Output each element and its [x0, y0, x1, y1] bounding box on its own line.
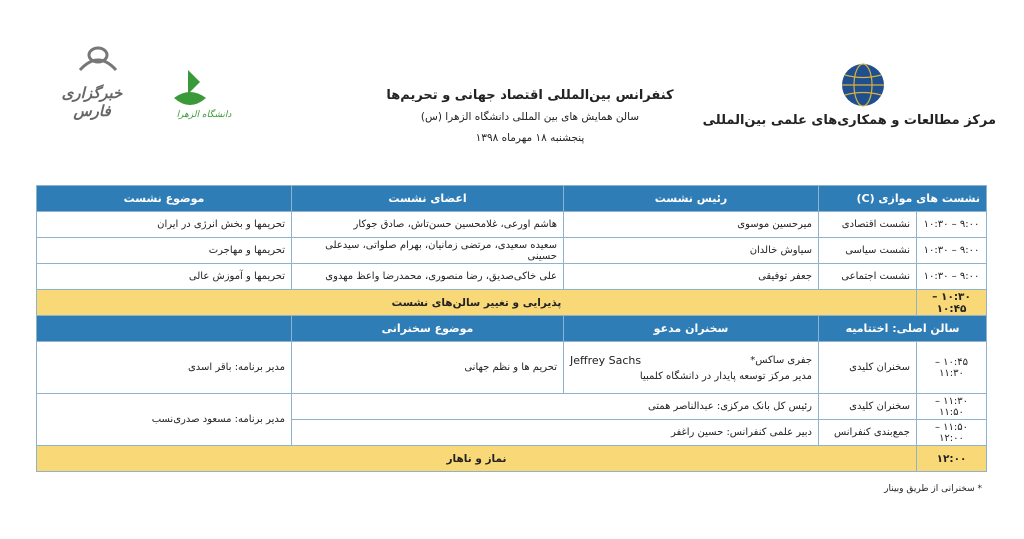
fars-news-logo-text: خبرگزاری فارس: [61, 84, 123, 120]
speaker-en: Jeffrey Sachs: [570, 353, 642, 367]
table-row: [37, 264, 987, 290]
members-cell: علی خاکی‌صدیق، رضا منصوری، محمدرضا واعظ مهدوی: [292, 264, 564, 290]
time-cell: ۱۱:۵۰ – ۱۲:۰۰: [917, 420, 987, 446]
role-cell: جمع‌بندی کنفرانس: [819, 420, 917, 446]
parallel-sessions-heading: نشست های موازی (C): [819, 186, 987, 212]
session-cell: نشست سیاسی: [819, 238, 917, 264]
table-row: [37, 394, 987, 420]
role-cell: سخنران کلیدی: [819, 342, 917, 394]
footnote: * سخنرانی از طریق وبینار: [884, 484, 982, 494]
speaker-cell: دبیر علمی کنفرانس: حسین راغفر: [292, 420, 819, 446]
lunch-label-cell: نماز و ناهار: [37, 446, 917, 472]
conference-date: پنجشنبه ۱۸ مهرماه ۱۳۹۸: [475, 132, 585, 144]
parallel-header-row: [37, 186, 987, 212]
topic-cell: تحریمها و بخش انرژی در ایران: [37, 212, 292, 238]
time-cell: ۹:۰۰ – ۱۰:۳۰: [917, 212, 987, 238]
lunch-time-cell: ۱۲:۰۰: [917, 446, 987, 472]
break-time-cell: ۱۰:۳۰ – ۱۰:۴۵: [917, 290, 987, 316]
members-cell: هاشم اورعی، غلامحسین حسن‌تاش، صادق جوکار: [292, 212, 564, 238]
speaker-description: مدیر مرکز توسعه پایدار در دانشگاه کلمبیا: [639, 370, 812, 382]
session-cell: نشست اقتصادی: [819, 212, 917, 238]
alzahra-logo-text: دانشگاه الزهرا: [176, 110, 232, 120]
topic-cell: تحریمها و مهاجرت: [37, 238, 292, 264]
chair-cell: جعفر توفیقی: [564, 264, 819, 290]
lunch-row: [37, 446, 987, 472]
conference-venue: سالن همایش های بین المللی دانشگاه الزهرا (س): [420, 111, 640, 123]
empty-heading: [37, 316, 292, 342]
program-manager-cell: مدیر برنامه: باقر اسدی: [37, 342, 292, 394]
break-row: [37, 290, 987, 316]
chair-cell: میرحسین موسوی: [564, 212, 819, 238]
topic-heading: موضوع نشست: [37, 186, 292, 212]
speaker-cell: رئیس کل بانک مرکزی: عبدالناصر همتی: [292, 394, 819, 420]
chair-heading: رئیس نشست: [564, 186, 819, 212]
role-cell: سخنران کلیدی: [819, 394, 917, 420]
main-hall-heading: سالن اصلی: اختتامیه: [819, 316, 987, 342]
program-manager-cell: مدیر برنامه: مسعود صدری‌نسب: [37, 394, 292, 446]
organization-name: مرکز مطالعات و همکاری‌های علمی بین‌المللی: [702, 113, 996, 128]
session-cell: نشست اجتماعی: [819, 264, 917, 290]
speech-topic-heading: موضوع سخنرانی: [292, 316, 564, 342]
time-cell: ۹:۰۰ – ۱۰:۳۰: [917, 264, 987, 290]
topic-cell: تحریمها و آموزش عالی: [37, 264, 292, 290]
time-cell: ۱۰:۴۵ – ۱۱:۳۰: [917, 342, 987, 394]
time-cell: ۹:۰۰ – ۱۰:۳۰: [917, 238, 987, 264]
schedule-table: [36, 185, 987, 472]
break-label-cell: پذیرایی و تغییر سالن‌های نشست: [37, 290, 917, 316]
table-row: [37, 238, 987, 264]
speech-topic-cell: تحریم ها و نظم جهانی: [292, 342, 564, 394]
invited-speaker-heading: سخنران مدعو: [564, 316, 819, 342]
globe-icon: [838, 60, 888, 110]
members-cell: سعیده سعیدی، مرتضی زمانیان، بهرام صلواتی، سیدعلی حسینی: [292, 238, 564, 264]
members-heading: اعضای نشست: [292, 186, 564, 212]
table-row: [37, 342, 987, 394]
table-row: [37, 212, 987, 238]
time-cell: ۱۱:۳۰ – ۱۱:۵۰: [917, 394, 987, 420]
speaker-fa: جفری ساکس*: [750, 354, 812, 366]
main-header-row: [37, 316, 987, 342]
chair-cell: سیاوش خالدان: [564, 238, 819, 264]
speaker-cell: [564, 342, 819, 394]
conference-title: کنفرانس بین‌المللی اقتصاد جهانی و تحریم‌ها: [386, 88, 674, 103]
